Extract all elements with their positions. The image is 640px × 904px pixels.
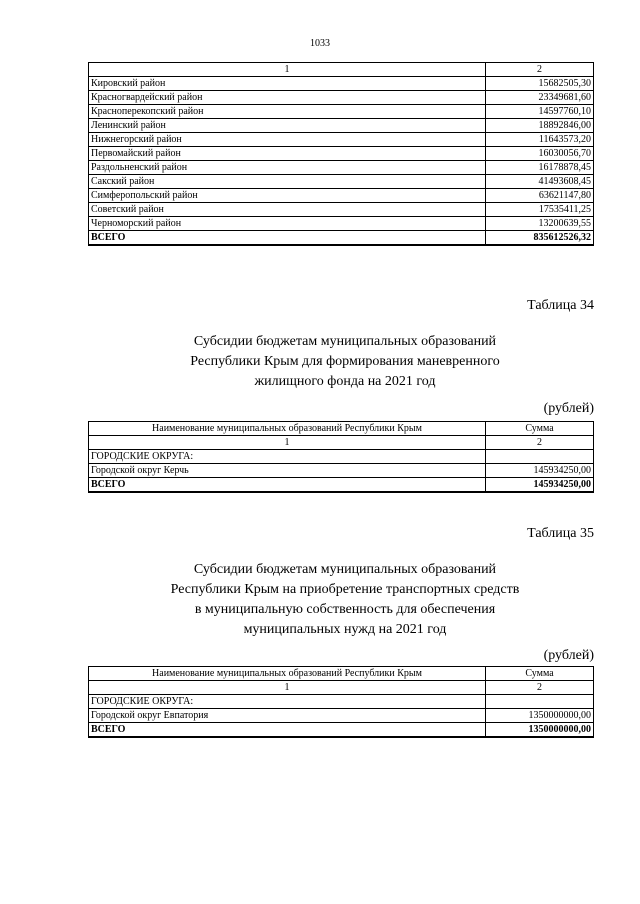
table-row [89,147,594,161]
title-line: муниципальных нужд на 2021 год [243,622,447,637]
amount: 18892846,00 [486,119,594,133]
district-name: Советский район [89,203,486,217]
total-amount: 145934250,00 [486,478,594,493]
district-name: Первомайский район [89,147,486,161]
title-line: Республики Крым для формирования маневренного [190,354,500,369]
amount: 16030056,70 [486,147,594,161]
column-number: 1 [89,436,486,450]
empty-cell [486,695,594,709]
amount: 41493608,45 [486,175,594,189]
district-name: Городской округ Евпатория [89,709,486,723]
district-name: Черноморский район [89,217,486,231]
empty-cell [486,450,594,464]
table-row [89,464,594,478]
district-name: Городской округ Керчь [89,464,486,478]
section-row [89,695,594,709]
title-line: Субсидии бюджетам муниципальных образований [193,334,497,349]
table-row [89,77,594,91]
total-row [89,723,594,738]
column-number: 1 [89,63,486,77]
table-row [89,203,594,217]
total-label: ВСЕГО [89,723,486,738]
table-row [89,119,594,133]
amount: 11643573,20 [486,133,594,147]
column-header: Сумма [486,422,594,436]
column-number: 2 [486,681,594,695]
total-row [89,478,594,493]
title-line: Республики Крым на приобретение транспортных средств [170,582,520,597]
table-row [89,175,594,189]
amount: 17535411,25 [486,203,594,217]
amount: 63621147,80 [486,189,594,203]
district-name: Сакский район [89,175,486,189]
total-label: ВСЕГО [89,231,486,246]
title-line: в муниципальную собственность для обеспечения [194,602,496,617]
district-name: Красноперекопский район [89,105,486,119]
column-number-row [89,681,594,695]
amount: 145934250,00 [486,464,594,478]
section-label: ГОРОДСКИЕ ОКРУГА: [89,450,486,464]
district-name: Нижнегорский район [89,133,486,147]
continued-table [88,62,594,246]
column-header: Наименование муниципальных образований Республики Крым [89,667,486,681]
table-row [89,105,594,119]
total-label: ВСЕГО [89,478,486,493]
title-line: жилищного фонда на 2021 год [254,374,436,389]
total-row [89,231,594,246]
column-number: 2 [486,63,594,77]
amount: 16178878,45 [486,161,594,175]
district-name: Красногвардейский район [89,91,486,105]
total-amount: 835612526,32 [486,231,594,246]
amount: 1350000000,00 [486,709,594,723]
table-35-label: Таблица 35 [527,526,594,541]
district-name: Кировский район [89,77,486,91]
column-number-row [89,436,594,450]
district-name: Симферопольский район [89,189,486,203]
table-34-label: Таблица 34 [527,298,594,313]
column-number-row [89,63,594,77]
table-34-unit: (рублей) [543,401,594,416]
table-35 [88,666,594,738]
table-row [89,91,594,105]
table-34 [88,421,594,493]
district-name: Раздольненский район [89,161,486,175]
section-row [89,450,594,464]
total-amount: 1350000000,00 [486,723,594,738]
table-row [89,161,594,175]
header-row [89,422,594,436]
amount: 15682505,30 [486,77,594,91]
table-34-title [0,332,640,392]
column-header: Сумма [486,667,594,681]
title-line: Субсидии бюджетам муниципальных образований [193,562,497,577]
table-35-unit: (рублей) [543,648,594,663]
section-label: ГОРОДСКИЕ ОКРУГА: [89,695,486,709]
table-row [89,189,594,203]
page-number: 1033 [310,38,330,49]
table-row [89,133,594,147]
amount: 14597760,10 [486,105,594,119]
table-row [89,217,594,231]
header-row [89,667,594,681]
district-name: Ленинский район [89,119,486,133]
column-header: Наименование муниципальных образований Республики Крым [89,422,486,436]
table-row [89,709,594,723]
column-number: 2 [486,436,594,450]
column-number: 1 [89,681,486,695]
table-35-title [0,560,640,640]
amount: 13200639,55 [486,217,594,231]
amount: 23349681,60 [486,91,594,105]
